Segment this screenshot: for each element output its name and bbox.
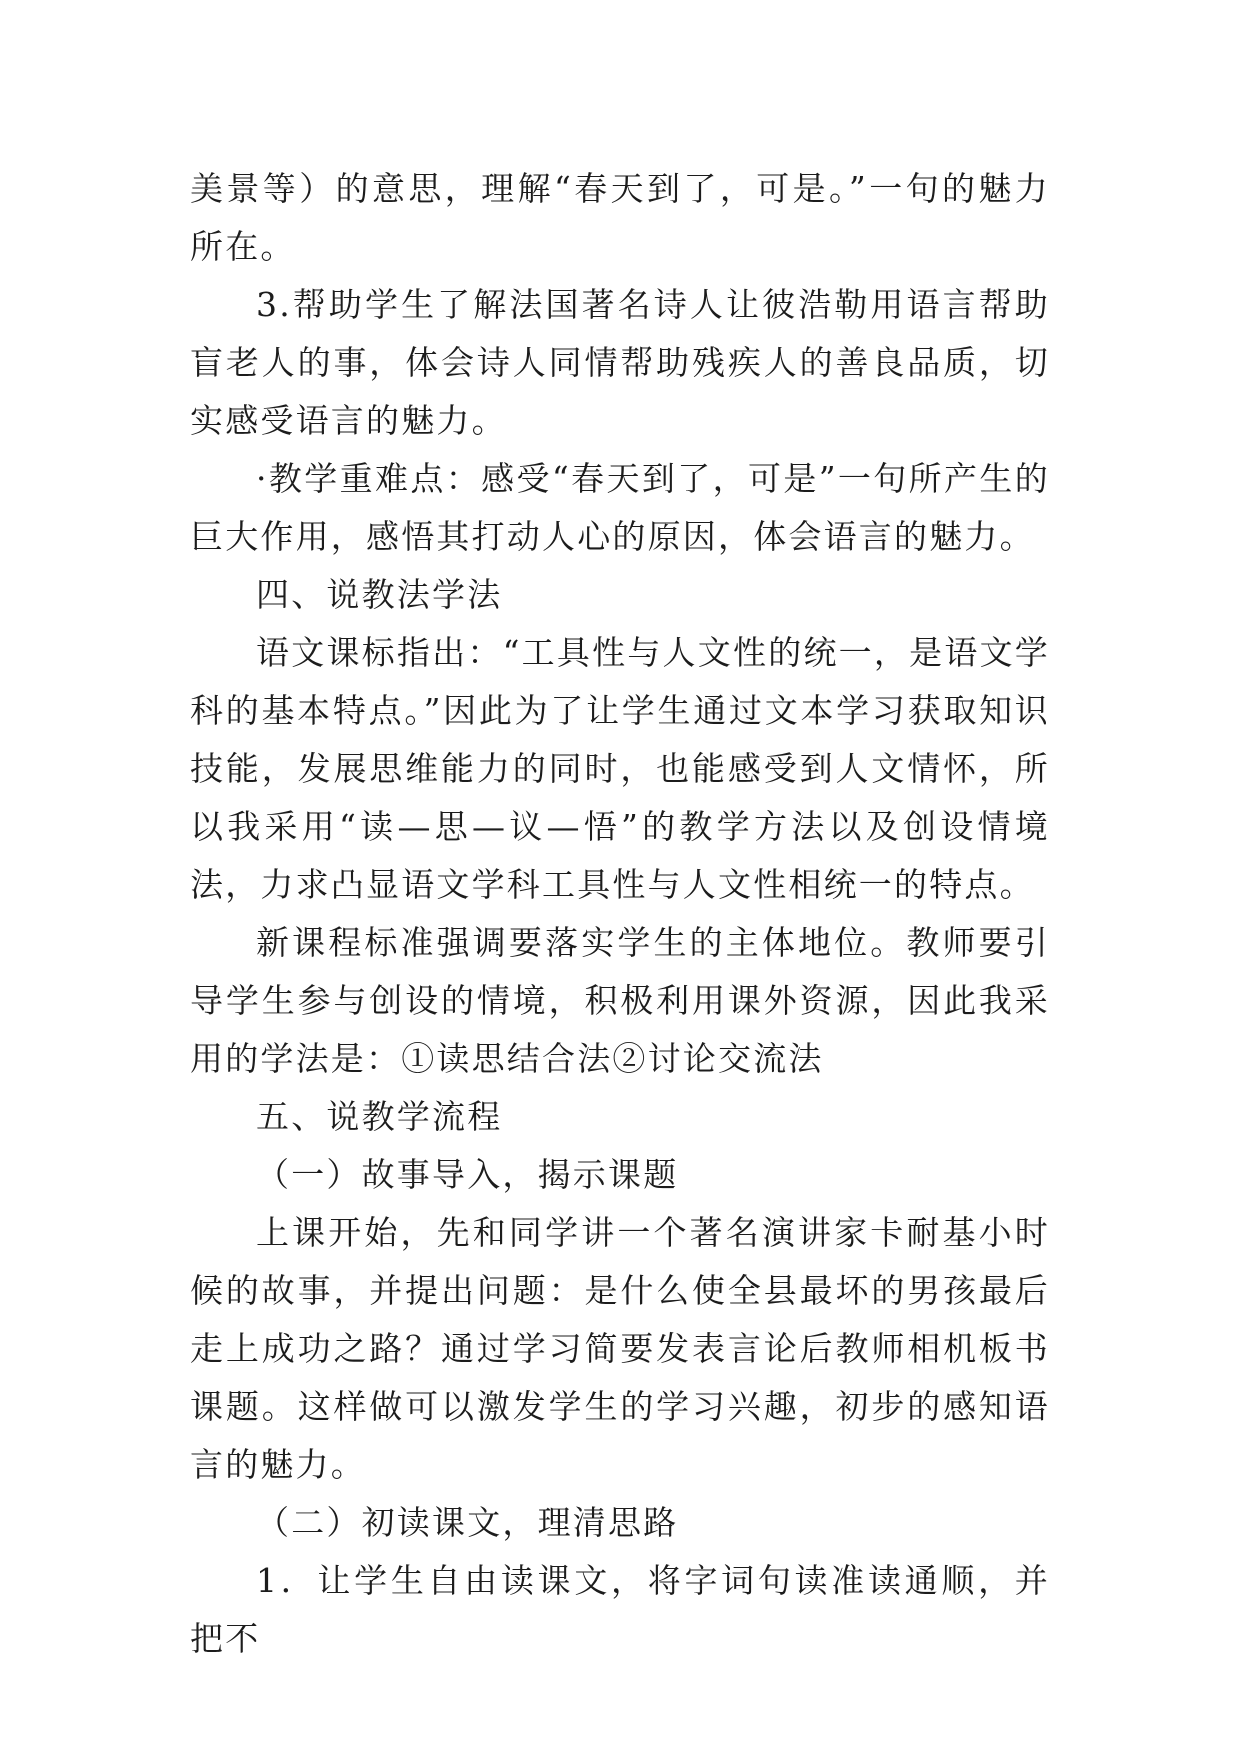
paragraph-learning-method: 新课程标准强调要落实学生的主体地位。教师要引导学生参与创设的情境，积极利用课外资源，因此我采用的学法是：①读思结合法②讨论交流法 — [190, 923, 1050, 1078]
paragraph-objective-3: 3.帮助学生了解法国著名诗人让彼浩勒用语言帮助盲老人的事，体会诗人同情帮助残疾人的善良品质，切实感受语言的魅力。 — [190, 285, 1050, 440]
document-body — [190, 160, 1050, 1668]
paragraph-continuation: 美景等）的意思，理解“春天到了，可是。”一句的魅力所在。 — [190, 169, 1050, 266]
section-heading-teaching-process: 五、说教学流程 — [256, 1097, 503, 1136]
paragraph-first-reading-step-1: 1．让学生自由读课文，将字词句读准读通顺，并把不 — [190, 1561, 1050, 1658]
subheading-story-intro: （一）故事导入，揭示课题 — [256, 1155, 679, 1194]
section-heading-teaching-methods: 四、说教法学法 — [256, 575, 503, 614]
paragraph-key-difficulty: ·教学重难点：感受“春天到了，可是”一句所产生的巨大作用，感悟其打动人心的原因，体会语言的魅力。 — [190, 459, 1050, 556]
subheading-first-reading: （二）初读课文，理清思路 — [256, 1503, 679, 1542]
paragraph-teaching-method: 语文课标指出：“工具性与人文性的统一，是语文学科的基本特点。”因此为了让学生通过文本学习获取知识技能，发展思维能力的同时，也能感受到人文情怀，所以我采用“读—思—议—悟”的教学方法以及创设情境法，力求凸显语文学科工具性与人文性相统一的特点。 — [190, 633, 1050, 904]
paragraph-story-intro: 上课开始，先和同学讲一个著名演讲家卡耐基小时候的故事，并提出问题：是什么使全县最坏的男孩最后走上成功之路？通过学习简要发表言论后教师相机板书课题。这样做可以激发学生的学习兴趣，初步的感知语言的魅力。 — [190, 1213, 1050, 1484]
